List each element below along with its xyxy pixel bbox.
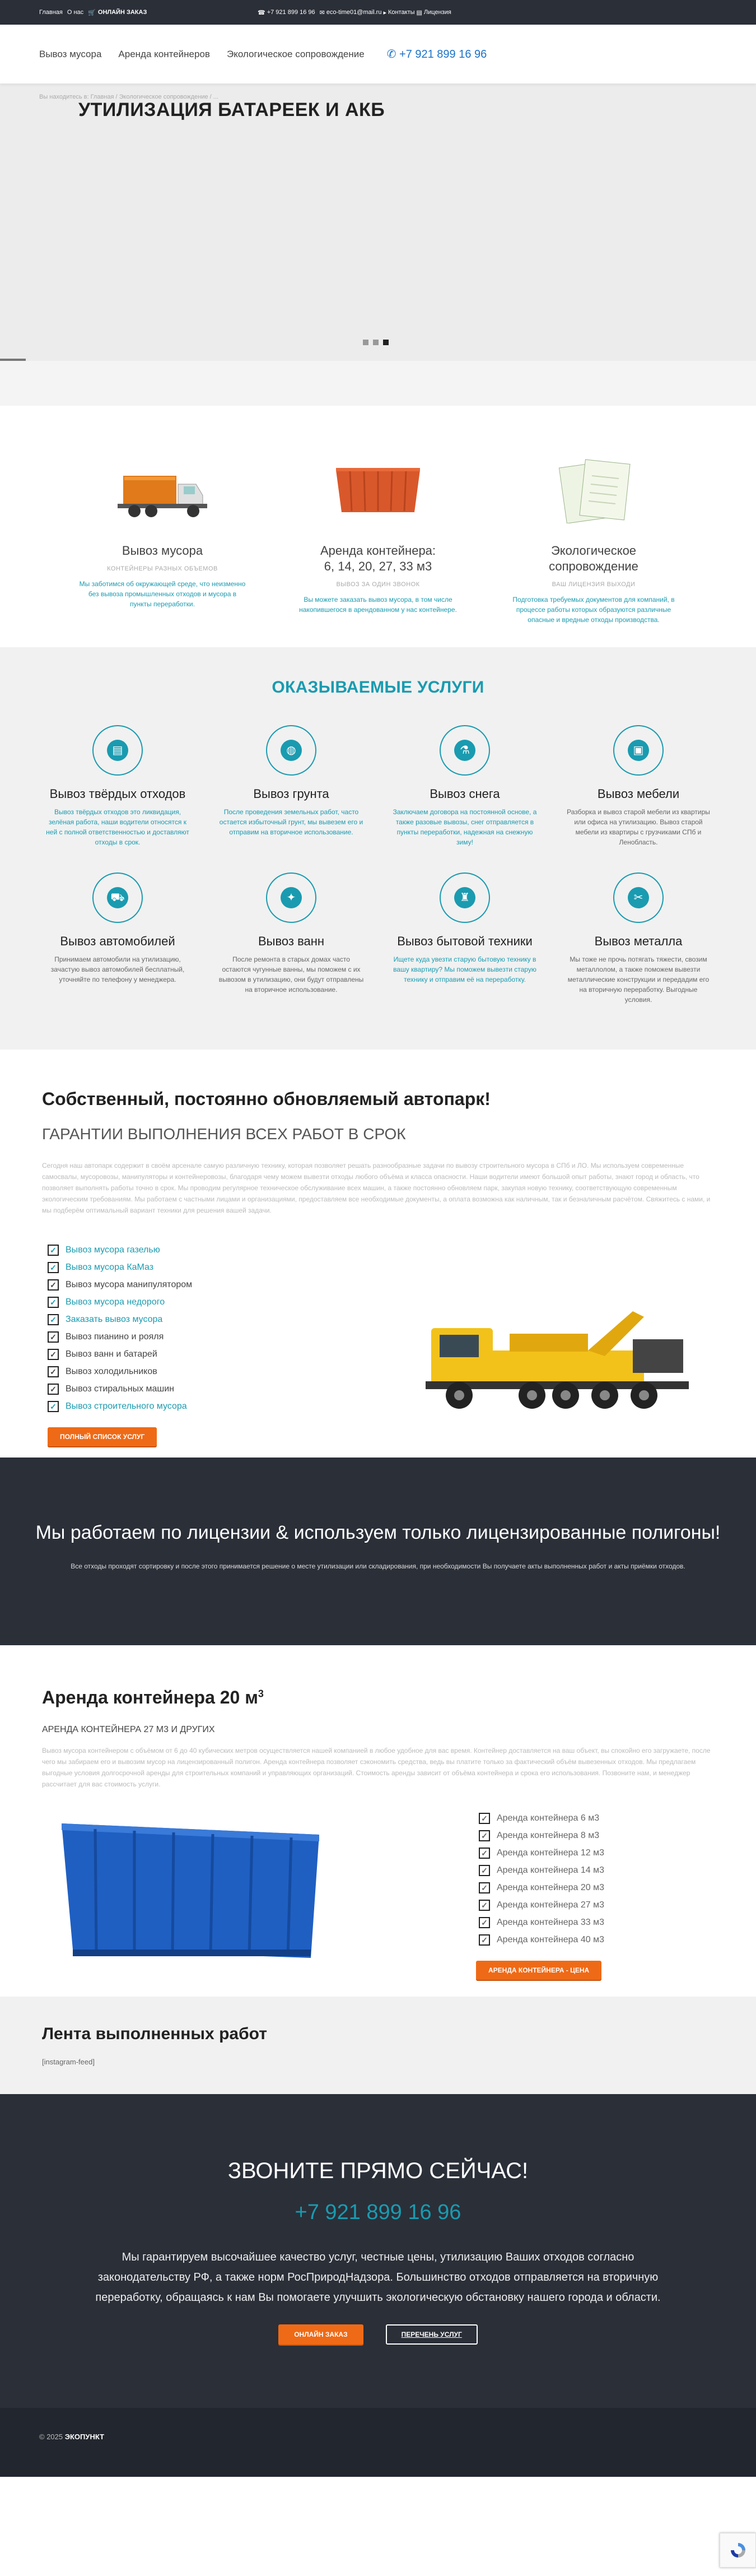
autopark-text: Сегодня наш автопарк содержит в своём арсенале самую различную технику, которая позволяет решать разнообразные задачи по вывозу строительного мусора в СПб и ЛО. Мы используем современные самосвалы, мусоровозы, манипуляторы и контейнеровозы, благодаря чему можем вывезти отходы любого объёма и класса опасности. Наши водители имеют большой опыт работы, знают город и область, что позволяет выполнять работы точно в срок. Мы проводим регулярное техническое обслуживание всех машин, а также постоянно обновляем парк, закупая новую технику, соответствующую современным экологическим требованиям. Мы работаем с частными лицами и организациями, предоставляем все необходимые документы, а оплата возможна как наличным, так и безналичным расчётом. Свяжитесь с нами, и мы подберём оптимальный вариант техники для решения вашей задачи. [42,1162,711,1214]
list-item: ✓ Вывоз мусора манипулятором [48,1276,192,1293]
nav-phone-text: +7 921 899 16 96 [399,48,487,61]
list-item[interactable]: ✓ Аренда контейнера 6 м3 [479,1809,714,1827]
list-item[interactable]: ✓ Аренда контейнера 12 м3 [479,1844,714,1862]
full-services-button[interactable]: ПОЛНЫЙ СПИСОК УСЛУГ [48,1427,157,1446]
feature-eco [510,451,678,625]
feature-subtitle: КОНТЕЙНЕРЫ РАЗНЫХ ОБЪЕМОВ [107,565,218,572]
service-metal[interactable] [566,872,711,1005]
service-title: Вывоз бытовой техники [397,934,533,948]
list-item: ✓ Вывоз стиральных машин [48,1380,192,1398]
nav-item-waste[interactable]: Вывоз мусора [39,48,102,59]
top-link-about[interactable]: О нас [67,9,84,16]
list-item: ✓ Вывоз пианино и рояля [48,1328,192,1345]
section-divider [0,361,756,406]
services-list-button[interactable]: ПЕРЕЧЕНЬ УСЛУГ [386,2324,478,2345]
feature-description: Подготовка требуемых документов для компаний, в процессе работы которых образуются различные опасные и вредные отходы производства. [512,596,675,624]
check-icon: ✓ [479,1865,490,1876]
service-furniture[interactable] [566,725,711,847]
features-section [0,406,756,647]
check-icon: ✓ [479,1830,490,1841]
blue-container-image [42,1807,325,1991]
service-description: Вывоз твёрдых отходов это ликвидация, зелёная работа, наши водители относятся к ней с полной ответственностью и доставляют отходы в срок. [46,808,189,846]
service-title: Вывоз грунта [253,787,329,801]
slider-dot-active[interactable] [383,340,389,345]
cta-title: ЗВОНИТЕ ПРЯМО СЕЙЧАС! [227,2159,529,2183]
service-description: Ищете куда увезти старую бытовую технику в вашу квартиру? Мы поможем вывезти старую технику и отправим её на переработку. [393,955,536,983]
check-icon: ✓ [479,1848,490,1859]
list-item[interactable]: ✓ Вывоз мусора КаМаз [48,1259,192,1276]
recaptcha-icon [729,2541,748,2560]
footer [0,2408,756,2477]
cta-text: Мы гарантируем высочайшее качество услуг, честные цены, утилизацию Ваших отходов согласно законодательству РФ, а также норм РосПриродНадзора. Большинство отходов отправляется на вторичную переработку, обращаясь к нам Вы помогаете улучшить экологическую обстановку нашего города и области. [95,2251,661,2304]
nav-item-eco[interactable]: Экологическое сопровождение [226,48,365,59]
check-icon: ✓ [479,1934,490,1946]
service-description: Принимаем автомобили на утилизацию, зачастую вывоз автомобилей бесплатный, уточняйте по телефону у менеджера. [50,955,185,983]
list-item: ✓ Вывоз ванн и батарей [48,1345,192,1363]
list-item[interactable]: ✓ Вывоз мусора недорого [48,1293,192,1311]
service-appliances[interactable] [392,872,538,1005]
list-item[interactable]: ✓ Аренда контейнера 8 м3 [479,1827,714,1844]
autopark-services-list [48,1241,192,1415]
globe-icon: ◍ [266,725,316,776]
list-item[interactable]: ✓ Аренда контейнера 27 м3 [479,1896,714,1914]
cta-phone[interactable]: +7 921 899 16 96 [295,2201,461,2224]
list-item[interactable]: ✓ Аренда контейнера 20 м3 [479,1879,714,1896]
list-item[interactable]: ✓ Аренда контейнера 33 м3 [479,1914,714,1931]
person-icon: ♜ [440,872,490,923]
service-description: После проведения земельных работ, часто остается избыточный грунт, мы вывезем его и отправим на вторичное использование. [219,808,363,836]
check-icon: ✓ [48,1262,59,1273]
list-item[interactable]: ✓ Заказать вывоз мусора [48,1311,192,1328]
container-rent-section [0,1645,756,1997]
phone-icon: ☎ [258,9,265,16]
archive-icon: ▣ [613,725,664,776]
check-icon: ✓ [48,1384,59,1395]
feature-title: Вывоз мусора [122,544,203,558]
hero-slider [0,83,756,361]
nav-item-containers[interactable]: Аренда контейнеров [118,48,210,59]
feature-title: Аренда контейнера: 6, 14, 20, 27, 33 м3 [320,544,436,573]
list-item[interactable]: ✓ Вывоз строительного мусора [48,1398,192,1415]
phone-icon: ✆ [386,48,400,61]
service-title: Вывоз снега [430,787,500,801]
document-icon: ▤ [416,9,422,16]
feature-waste [78,451,246,625]
service-title: Вывоз твёрдых отходов [49,787,186,801]
services-title: ОКАЗЫВАЕМЫЕ УСЛУГИ [272,678,484,697]
service-snow[interactable] [392,725,538,847]
service-description: Разборка и вывоз старой мебели из квартиры или офиса на утилизацию. Вывоз старой мебели из квартиры с грузчиками СПб и Ленобласть. [567,808,710,846]
license-title: Мы работаем по лицензии & используем только лицензированные полигоны! [35,1522,721,1543]
check-icon: ✓ [479,1917,490,1928]
service-description: Мы тоже не прочь потягать тяжести, свозим металлолом, а также поможем вывезти металлические конструкции и передадим его на вторичную переработку. Выгодные условия. [567,955,710,1004]
service-solid-waste[interactable] [45,725,190,847]
check-icon: ✓ [479,1882,490,1893]
service-description: Заключаем договора на постоянной основе, а также разовые вывозы, снег отправляется в пункты переработки, надежная на снежную зиму! [393,808,537,846]
license-banner [0,1458,756,1645]
container-price-button[interactable]: АРЕНДА КОНТЕЙНЕРА - ЦЕНА [476,1961,601,1980]
check-icon: ✓ [479,1813,490,1824]
feature-description: Вы можете заказать вывоз мусора, в том числе накопившегося в арендованном у нас контейнере. [299,596,457,614]
slider-dot[interactable] [363,340,368,345]
feed-title: Лента выполненных работ [42,2025,267,2043]
service-title: Вывоз ванн [258,934,325,948]
slider-dots [363,340,389,345]
top-phone-link[interactable]: +7 921 899 16 96 [267,9,315,16]
feature-subtitle: ВЫВОЗ ЗА ОДИН ЗВОНОК [336,581,420,588]
breadcrumb: Вы находитесь в: Главная / Экологическое сопровождение / ... [39,94,218,100]
services-section [0,647,756,1050]
cart-icon: 🛒 [88,9,96,16]
car-icon: ⛟ [92,872,143,923]
list-item[interactable]: ✓ Вывоз мусора газелью [48,1241,192,1259]
works-feed-section [0,1997,756,2094]
copyright: © 2025 [39,2433,63,2441]
check-icon: ✓ [48,1297,59,1308]
page-title: УТИЛИЗАЦИЯ БАТАРЕЕК И АКБ [78,99,385,120]
truck-image [78,451,246,529]
service-cars[interactable] [45,872,190,1005]
service-baths[interactable] [218,872,364,1005]
rent-subtitle: АРЕНДА КОНТЕЙНЕРА 27 М3 И ДРУГИХ [42,1725,215,1734]
top-link-home[interactable]: Главная [39,9,63,16]
certificate-image [510,451,678,529]
feature-description: Мы заботимся об окружающей среде, что неизменно без вывоза промышленных отходов и мусора в пункты переработки. [79,580,246,608]
feature-subtitle: ВАШ ЛИЦЕНЗИЯ ВЫХОДИ [552,581,636,588]
recaptcha-badge[interactable] [720,2533,756,2568]
separator-icon: ▸ [383,9,386,16]
service-title: Вывоз мебели [597,787,680,801]
service-soil[interactable] [218,725,364,847]
tow-truck-image [420,1289,700,1458]
feature-container-rent [294,451,462,625]
nav-phone-link[interactable] [387,47,487,61]
container-image [294,451,462,529]
list-item[interactable]: ✓ Аренда контейнера 40 м3 [479,1931,714,1948]
online-order-button[interactable]: ОНЛАЙН ЗАКАЗ [278,2324,363,2345]
check-icon: ✓ [48,1366,59,1377]
feature-title: Экологическое сопровождение [549,544,638,573]
slider-dot[interactable] [373,340,379,345]
service-description: После ремонта в старых домах часто остаются чугунные ванны, мы поможем с их вывозом в утилизацию, они будут отправлены на вторичное использование. [218,955,364,994]
flask-icon: ⚗ [440,725,490,776]
main-navigation [0,25,756,83]
mail-icon: ✉ [319,9,325,16]
rent-title: Аренда контейнера 20 $м^3$ [42,1687,264,1707]
check-icon: ✓ [479,1900,490,1911]
top-bar [0,0,756,25]
rent-text: Вывоз мусора контейнером с объёмом от 6 до 40 кубических метров осуществляется нашей компанией в любое удобное для вас время. Контейнер доставляется на ваш объект, вы спокойно его загружаете, после чего мы забираем его и вывозим мусор на лицензированный полигон. Аренда контейнера позволяет сэкономить средства, ведь вы платите только за фактический объём вывезенных отходов. Мы предлагаем выгодные условия долгосрочной аренды для строительных компаний и управляющих организаций. Стоимость аренды зависит от объёма контейнера и срока его использования. Позвоните нам, и менеджер рассчитает для вас стоимость услуги. [42,1747,711,1788]
check-icon: ✓ [48,1245,59,1256]
autopark-title: Собственный, постоянно обновляемый автопарк! [42,1089,491,1109]
license-text: Все отходы проходят сортировку и после этого принимается решение о месте утилизации или складирования, при необходимости Вы получаете акты выполненных работ и акты приёмки отходов. [71,1562,685,1570]
service-title: Вывоз автомобилей [60,934,175,948]
top-license-link[interactable]: Лицензия [423,9,451,16]
autopark-subtitle: ГАРАНТИИ ВЫПОЛНЕНИЯ ВСЕХ РАБОТ В СРОК [42,1125,406,1143]
list-item[interactable]: ✓ Аренда контейнера 14 м3 [479,1862,714,1879]
top-order-link[interactable]: ОНЛАЙН ЗАКАЗ [97,9,147,16]
top-email-link[interactable]: eco-time01@mail.ru [326,9,382,16]
check-icon: ✓ [48,1401,59,1412]
check-icon: ✓ [48,1331,59,1343]
top-contacts-link[interactable]: Контакты [388,9,415,16]
rent-options-list [479,1809,714,1948]
check-icon: ✓ [48,1314,59,1325]
list-item: ✓ Вывоз холодильников [48,1363,192,1380]
service-title: Вывоз металла [594,934,683,948]
check-icon: ✓ [48,1349,59,1360]
bulb-icon: ✦ [266,872,316,923]
footer-brand[interactable]: ЭКОПУНКТ [64,2433,105,2441]
slider-progress [0,359,26,361]
scissors-icon: ✂ [613,872,664,923]
feed-shortcode: [instagram-feed] [42,2058,95,2066]
autopark-section [0,1050,756,1458]
truck-icon: ▤ [92,725,143,776]
check-icon: ✓ [48,1279,59,1291]
call-to-action-section [0,2094,756,2408]
